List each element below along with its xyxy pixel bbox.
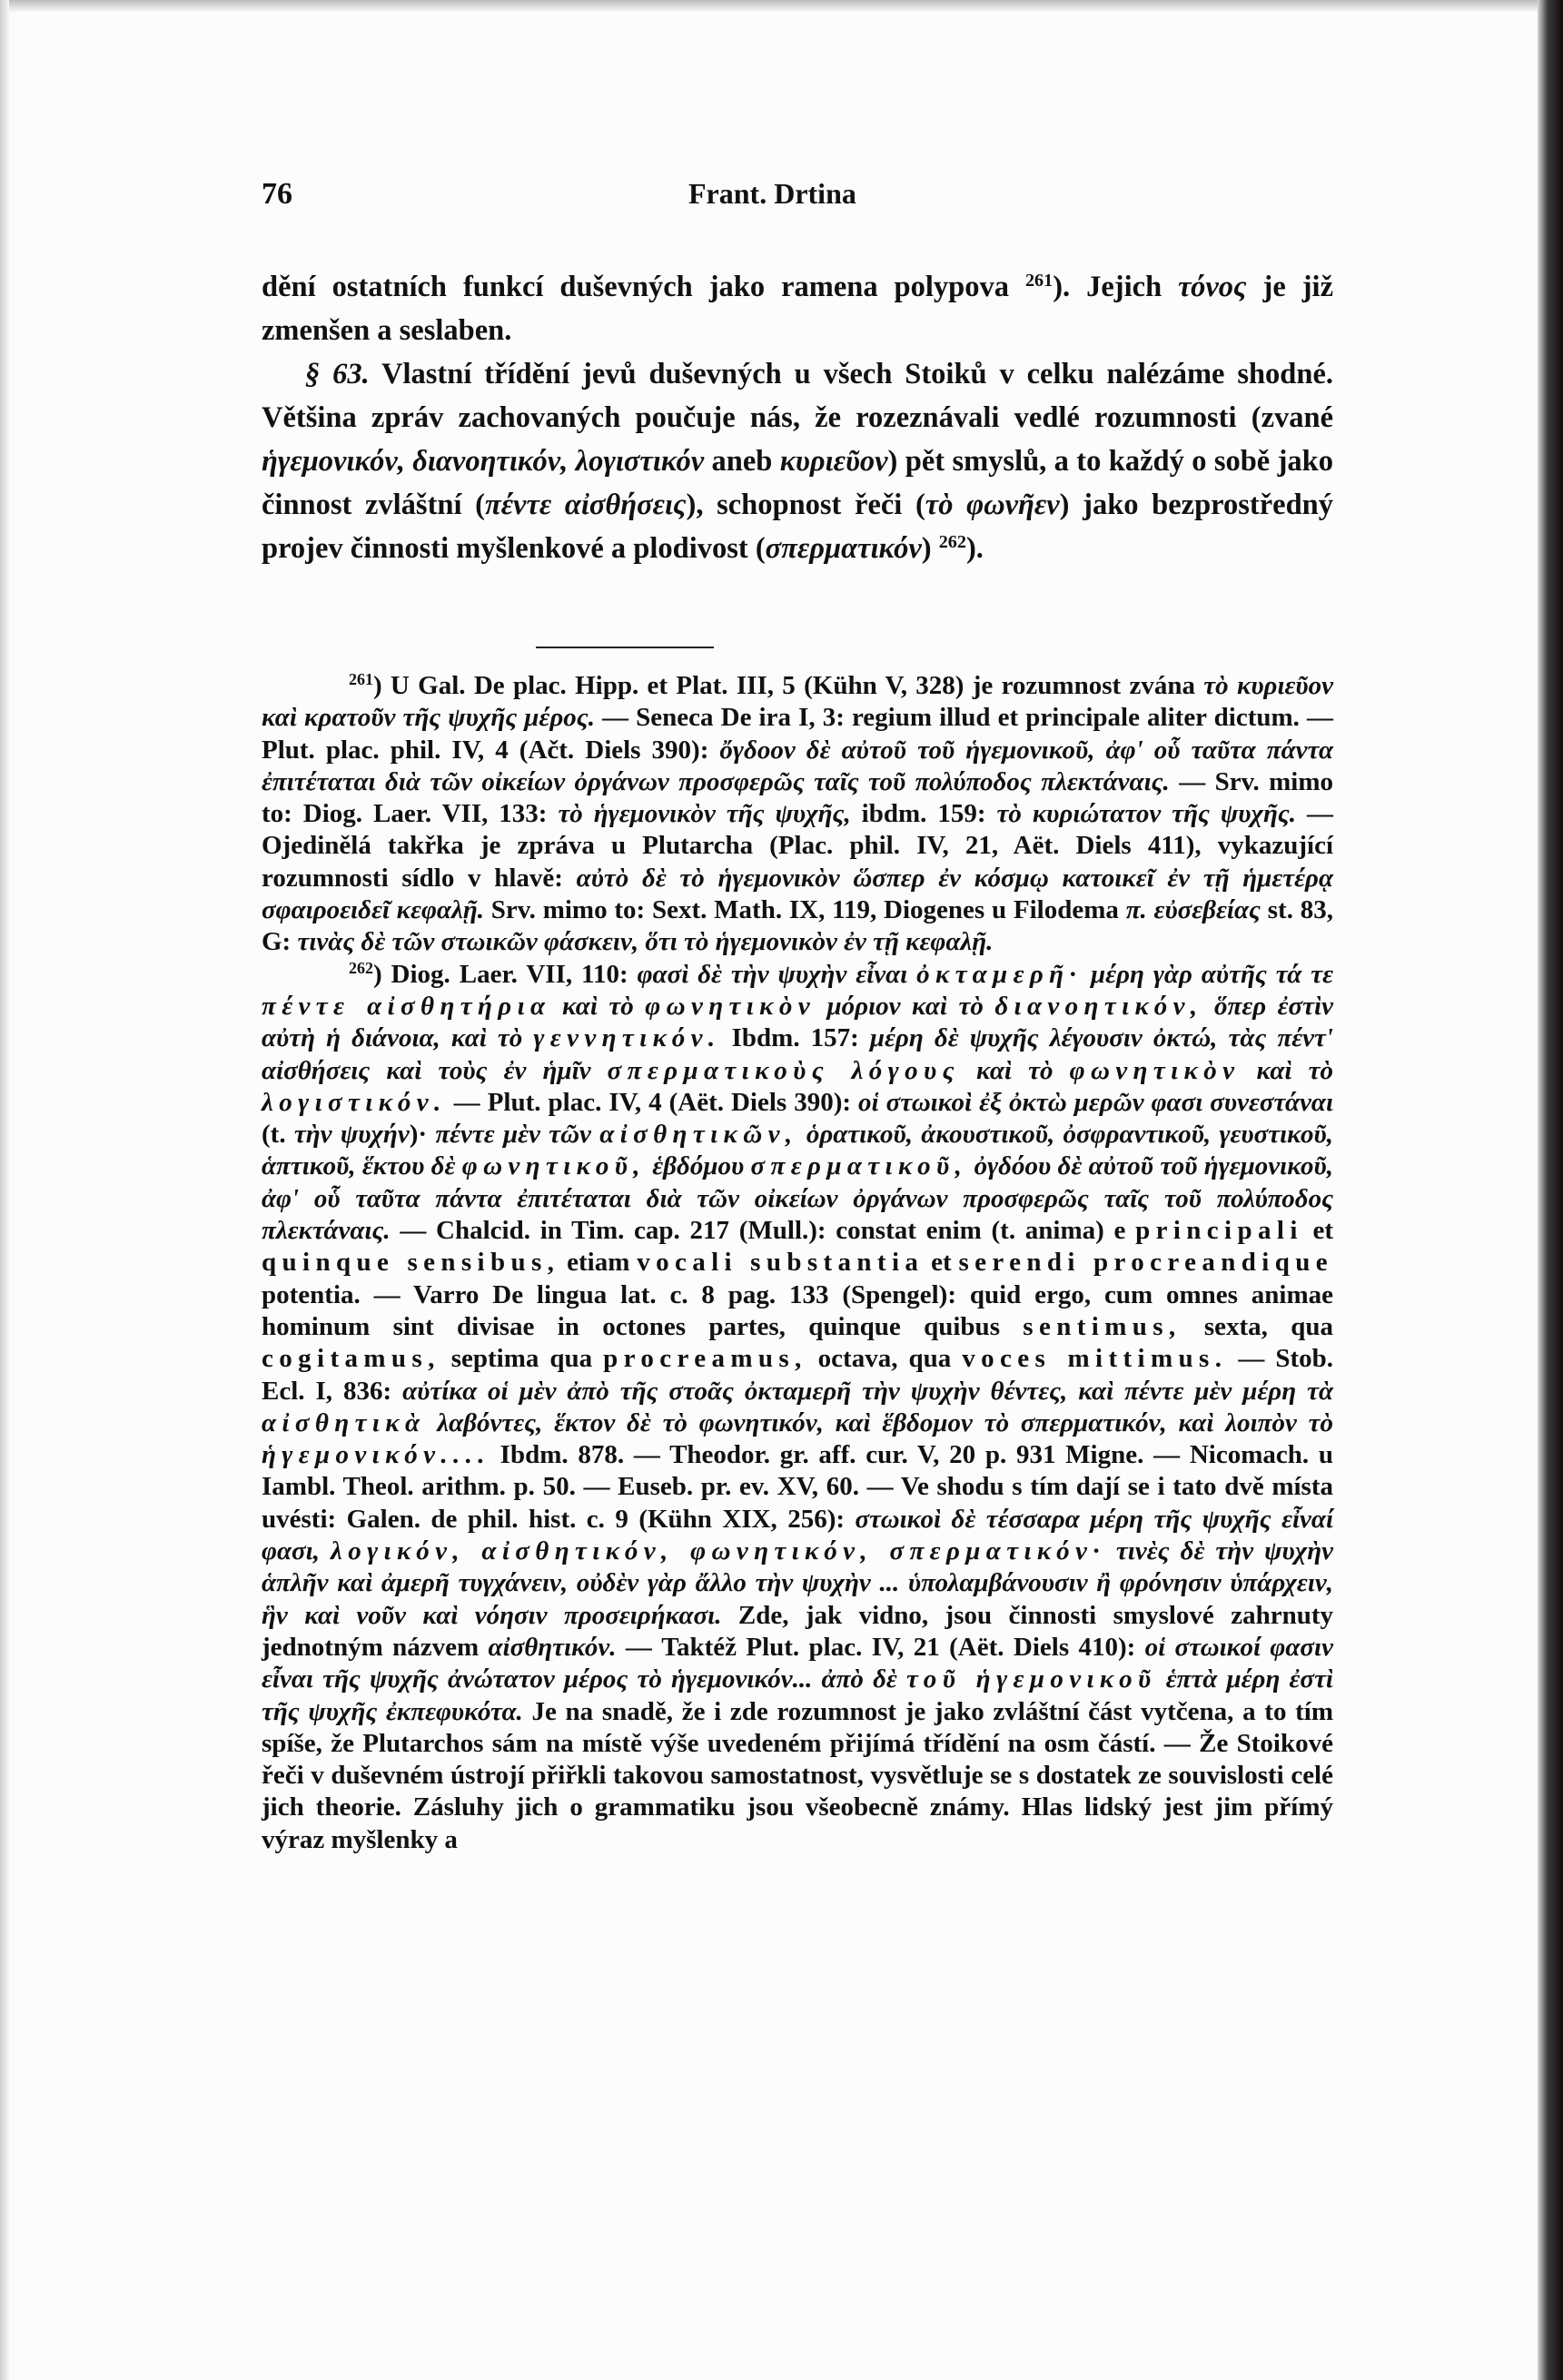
greek-quote: μέρη δὲ ψυχῆς λέγουσιν ὀκτώ, τὰς πέντ' αἰσθήσεις καὶ τοὺς ἐν ἡμῖν <box>262 1023 1333 1085</box>
greek-spaced: σπερματικοὺς λόγους <box>607 1055 960 1085</box>
greek-quote: ὄγδοον δὲ αὐτοῦ τοῦ ἡγεμονικοῦ, ἀφ' οὗ ταῦτα πάντα ἐπιτέταται διὰ τῶν οἰκείων ὀργάνων προσφερῶς ταῖς τοῦ πολύποδος πλεκτάναις. <box>262 735 1333 796</box>
paragraph-section-63 <box>262 352 1333 570</box>
text-run: Je na snadě, že i zde rozumnost je jako zvláštní část vytčena, a to tím spíše, že Plutarchos sám na místě výše uvedeném přijímá třídění na osm částí. — Že Stoikové řeči v duševném ústrojí přiřkli takovou samostatnost, vysvětluje se s dostatek ze souvislosti celé jich theorie. Zásluhy jich o grammatiku jsou všeobecně známy. Hlas lidský jest jim přímý výraz myšlenky a <box>262 1696 1334 1854</box>
running-header <box>262 177 1333 219</box>
greek-term: πέντε αἰσθήσεις <box>484 489 687 521</box>
text-run: octava, qua <box>806 1344 963 1374</box>
greek-quote: στωικοὶ δὲ τέσσαρα μέρη τῆς ψυχῆς εἶναί φασι, <box>262 1504 1333 1566</box>
footnote-262 <box>262 959 1333 1856</box>
greek-spaced: φωνητικὸν <box>645 991 816 1021</box>
greek-quote: τὸ κυριεῦον καὶ κρατοῦν τῆς ψυχῆς μέρος. <box>262 671 1333 733</box>
greek-quote: τὸ κυριώτατον τῆς ψυχῆς. <box>996 799 1297 829</box>
greek-spaced: τοῦ ἡγεμονικοῦ <box>905 1664 1157 1694</box>
greek-term: τὸ φωνῆεν <box>925 489 1060 521</box>
text-run: sexta, qua <box>1181 1311 1333 1341</box>
greek-quote: ὀγδόου δὲ αὐτοῦ τοῦ ἡγεμονικοῦ, ἀφ' οὗ ταῦτα πάντα ἐπιτέταται διὰ τῶν οἰκείων ὀργάνων προσφερῶς ταῖς τοῦ πολύποδος πλεκτάναις. <box>262 1151 1333 1246</box>
greek-quote: τινὲς δὲ τὴν ψυχὴν ἁπλῆν καὶ ἀμερῆ τυγχάνειν, οὐδὲν γὰρ ἄλλο τὴν ψυχὴν ... ὑπολαμβάνουσιν ἢ φρόνησιν ὑπάρχειν, ἣν καὶ νοῦν καὶ νόησιν προσειρήκασι. <box>262 1536 1334 1630</box>
greek-quote: αἰσθητικόν. <box>488 1632 617 1662</box>
page-left-edge-shadow <box>0 0 9 2380</box>
greek-quote: ὁρατικοῦ, ἀκουστικοῦ, ὀσφραντικοῦ, γευστικοῦ, ἁπτικοῦ, ἕκτου δὲ <box>262 1120 1333 1181</box>
footnote-separator <box>536 647 714 648</box>
text-run: — Stob. Ecl. I, 836: <box>262 1344 1333 1406</box>
text-run: septima qua <box>440 1344 604 1374</box>
greek-quote: καὶ τὸ <box>1240 1055 1333 1085</box>
latin-spaced: voces mittimus. <box>962 1344 1228 1374</box>
greek-quote: λαβόντες, ἕκτον δὲ τὸ φωνητικόν, καὶ ἕβδομον τὸ σπερματικόν, καὶ λοιπὸν τὸ <box>425 1407 1333 1437</box>
text-run: — Taktéž Plut. plac. IV, 21 (Aët. Diels 410): <box>616 1632 1145 1662</box>
greek-quote: τὴν ψυχήν <box>293 1120 410 1150</box>
page-right-edge-shadow <box>1538 0 1563 2380</box>
text-run: — Chalcid. in Tim. cap. 217 (Mull.): constat enim (t. anima) e <box>390 1216 1136 1246</box>
text-run: ). <box>965 532 984 565</box>
greek-quote: μέρη γὰρ αὐτῆς τά τε <box>1082 959 1333 989</box>
text-run: ibdm. 159: <box>850 799 997 829</box>
greek-spaced: πέντε αἰσθητήρια <box>262 991 551 1021</box>
latin-spaced: quinque sensibus, <box>262 1248 560 1278</box>
text-run: )· <box>409 1120 436 1150</box>
text-run: ), schopnost řeči ( <box>686 489 925 521</box>
greek-quote: π. εὐσεβείας <box>1125 895 1261 925</box>
text-run: — Plut. plac. IV, 4 (Aët. Diels 390): <box>446 1087 859 1117</box>
greek-quote: ὅπερ ἐστὶν αὐτὴ ἡ διάνοια, καὶ τὸ <box>262 991 1333 1053</box>
text-run: — Ojedinělá takřka je zpráva u Plutarcha (Plac. phil. IV, 21, Aët. Diels 411), vykazující rozumnosti sídlo v hlavě: <box>262 799 1334 893</box>
greek-term: σπερματικόν <box>765 532 922 565</box>
text-run: — Seneca De ira I, 3: regium illud et principale aliter dictum. — Plut. plac. phil. IV, 4 (Ačt. Diels 390): <box>262 703 1333 765</box>
greek-term: ἡγεμονικόν, διανοητικόν, λογιστικόν <box>262 445 705 478</box>
text-run: et <box>1302 1216 1334 1246</box>
footnote-mark: 261 <box>349 670 373 689</box>
page-number: 76 <box>262 177 292 211</box>
text-run: je již zmenšen a seslaben. <box>262 271 1333 347</box>
greek-spaced: φωνητικὸν <box>1069 1055 1241 1085</box>
greek-term: τόνος <box>1178 271 1247 303</box>
text-run: Vlastní třídění jevů duševných u všech Stoiků v celku nalézáme shodné. Většina zpráv zachovaných poučuje nás, že rozeznávali vedlé rozumnosti (zvané <box>262 358 1333 434</box>
greek-spaced: ὀκταμερῆ· <box>916 959 1083 989</box>
text-run: (t. <box>262 1120 294 1150</box>
running-title: Frant. Drtina <box>688 177 856 210</box>
text-run: ) <box>921 532 939 565</box>
greek-quote: αὐτὸ δὲ τὸ ἡγεμονικὸν ὥσπερ ἐν κόσμῳ κατοικεῖ ἐν τῇ ἡμετέρᾳ σφαιροειδεῖ κεφαλῇ. <box>262 863 1333 925</box>
paragraph-1 <box>262 265 1333 352</box>
greek-spaced: αἰσθητικῶν, <box>599 1120 798 1150</box>
greek-term: κυριεῦον <box>779 445 888 478</box>
text-run: Zde, jak vidno, jsou činnosti smyslové zahrnuty jednotným názvem <box>262 1600 1333 1662</box>
text-run: ). Jejich <box>1053 271 1179 303</box>
text-run: ) U Gal. De plac. Hipp. et Plat. III, 5 (Kühn V, 328) je rozumnost zvána <box>372 671 1204 700</box>
greek-quote: καὶ τὸ <box>959 1055 1070 1085</box>
latin-spaced: cogitamus, <box>262 1344 440 1374</box>
greek-quote: ἑπτὰ μέρη ἐστὶ τῆς ψυχῆς ἐκπεφυκότα. <box>262 1664 1333 1726</box>
text-run: dění ostatních funkcí duševných jako ramena polypova <box>262 271 1025 303</box>
greek-spaced: αἰσθητικὰ <box>262 1407 426 1437</box>
greek-quote: ἑβδόμου <box>645 1151 751 1181</box>
text-run: etiam <box>559 1248 638 1278</box>
greek-spaced: γεννητικόν. <box>533 1023 721 1053</box>
latin-spaced: serendi procreandique <box>958 1248 1333 1278</box>
latin-spaced: principali <box>1135 1216 1303 1246</box>
footnote-ref-262: 262 <box>938 531 966 552</box>
text-run: et <box>924 1248 959 1278</box>
greek-quote: καὶ τὸ <box>550 991 646 1021</box>
greek-quote: οἱ στωικοί φασιν εἶναι τῆς ψυχῆς ἀνώτατον μέρος τὸ ἡγεμονικόν... ἀπὸ δὲ <box>262 1632 1333 1694</box>
greek-spaced: φωνητικοῦ, <box>461 1151 646 1181</box>
text-run: Srv. mimo to: Sext. Math. IX, 119, Diogenes u Filodema <box>483 895 1126 925</box>
greek-quote: φασὶ δὲ τὴν ψυχὴν εἶναι <box>637 959 917 989</box>
text-run: st. 83, G: <box>262 895 1333 957</box>
greek-quote: μόριον καὶ τὸ <box>816 991 995 1021</box>
greek-quote: αὐτίκα οἱ μὲν ἀπὸ τῆς στοᾶς ὀκταμερῆ τὴν ψυχὴν θέντες, καὶ πέντε μὲν μέρη τὰ <box>402 1376 1333 1406</box>
text-run: Ibdm. 157: <box>720 1023 870 1053</box>
greek-spaced: διανοητικόν, <box>994 991 1203 1021</box>
greek-spaced: σπερματικοῦ, <box>750 1151 968 1181</box>
greek-spaced: λογικόν, αἰσθητικόν, φωνητικόν, σπερματικόν· <box>331 1536 1105 1566</box>
footnotes <box>262 670 1333 1856</box>
text-run: — Srv. mimo to: Diog. Laer. VII, 133: <box>262 766 1333 829</box>
footnote-ref-261: 261 <box>1024 270 1054 291</box>
section-number: § 63. <box>305 358 370 390</box>
greek-spaced: ἡγεμονικόν.... <box>262 1440 490 1470</box>
text-run: ) jako bezprostředný projev činnosti myšlenkové a plodivost ( <box>262 489 1333 565</box>
text-run: ) Diog. Laer. VII, 110: <box>372 959 638 989</box>
text-run: Ibdm. 878. — Theodor. gr. aff. cur. V, 20 p. 931 Migne. — Nicomach. u Iambl. Theol. arithm. p. 50. — Euseb. pr. ev. XV, 60. — Ve shodu s tím dají se i tato dvě místa uvésti: Galen. de phil. hist. c. 9 (Kühn XIX, 256): <box>262 1440 1333 1534</box>
latin-spaced: procreamus, <box>603 1344 807 1374</box>
greek-quote: τὸ ἡγεμονικὸν τῆς ψυχῆς, <box>558 799 851 829</box>
page-top-edge-shadow <box>0 0 1563 13</box>
footnote-261 <box>262 670 1333 959</box>
main-text <box>262 265 1333 570</box>
footnote-mark: 262 <box>349 958 373 977</box>
greek-quote: τινὰς δὲ τῶν στωικῶν φάσκειν, ὅτι τὸ ἡγεμονικὸν ἐν τῇ κεφαλῇ. <box>297 927 994 957</box>
text-run: aneb <box>704 445 780 478</box>
greek-quote: οἱ στωικοὶ ἐξ ὀκτὼ μερῶν φασι συνεστάναι <box>858 1087 1334 1117</box>
text-run: ) pět smyslů, a to každý o sobě jako činnost zvláštní ( <box>262 445 1334 521</box>
greek-quote: πέντε μὲν τῶν <box>435 1120 600 1150</box>
latin-spaced: vocali substantia <box>637 1248 925 1278</box>
greek-spaced: λογιστικόν. <box>262 1087 447 1117</box>
latin-spaced: sentimus, <box>1023 1311 1182 1341</box>
text-run: potentia. — Varro De lingua lat. c. 8 pag. 133 (Spengel): quid ergo, cum omnes animae hominum sint divisae in octones partes, quinque quibus <box>262 1279 1333 1341</box>
